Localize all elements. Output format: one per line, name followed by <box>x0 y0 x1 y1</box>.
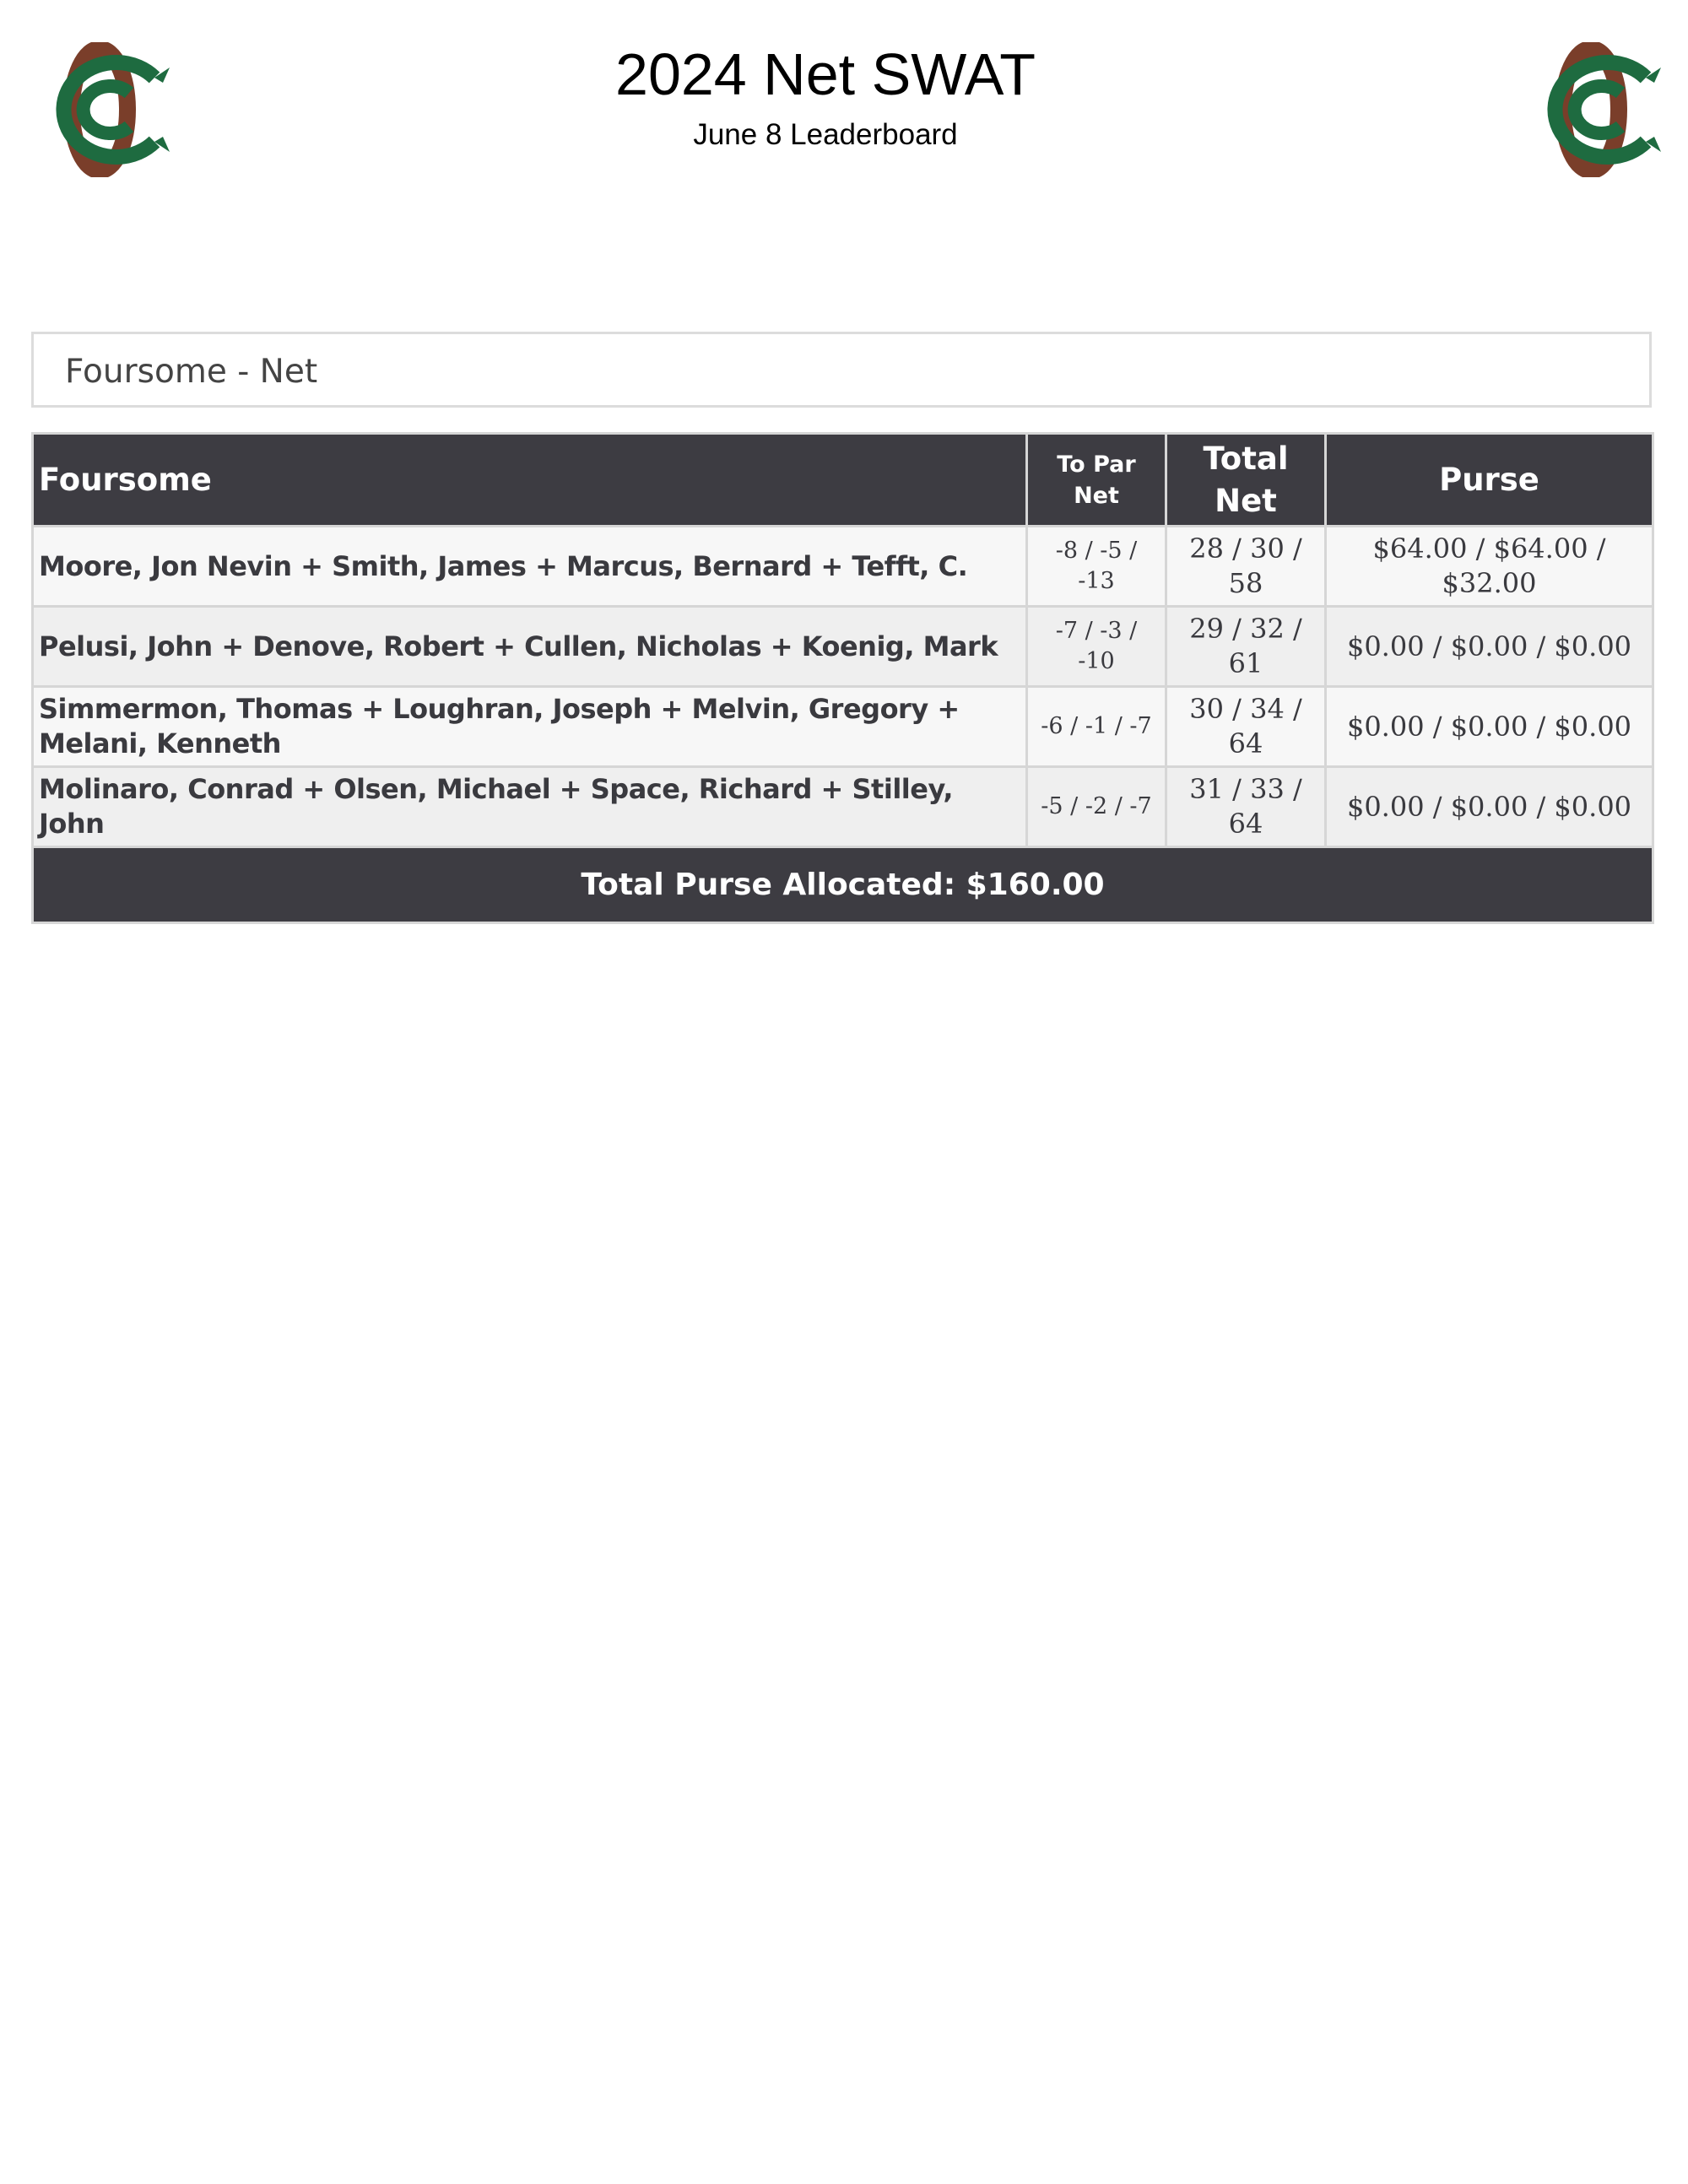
column-header-total-net <box>1166 434 1326 527</box>
to-par-header-line2: Net <box>1074 482 1119 509</box>
table-header-row <box>33 434 1653 527</box>
column-header-to-par-net <box>1027 434 1166 527</box>
column-header-purse: Purse <box>1326 434 1653 527</box>
purse: $64.00 / $64.00 / $32.00 <box>1326 527 1653 607</box>
to-par-net: -5 / -2 / -7 <box>1027 767 1166 847</box>
to-par-header-line1: To Par <box>1057 451 1136 478</box>
table-row <box>33 527 1653 607</box>
to-par-net: -8 / -5 / -13 <box>1027 527 1166 607</box>
total-net: 30 / 34 / 64 <box>1166 687 1326 767</box>
purse: $0.00 / $0.00 / $0.00 <box>1326 687 1653 767</box>
page-subtitle: June 8 Leaderboard <box>693 118 958 151</box>
purse: $0.00 / $0.00 / $0.00 <box>1326 607 1653 687</box>
total-header-line2: Net <box>1215 482 1277 519</box>
page-title: 2024 Net SWAT <box>615 41 1036 107</box>
to-par-net: -7 / -3 / -10 <box>1027 607 1166 687</box>
total-header-line1: Total <box>1203 440 1289 477</box>
total-purse-allocated: Total Purse Allocated: $160.00 <box>33 847 1653 923</box>
foursome-names: Pelusi, John + Denove, Robert + Cullen, Nicholas + Koenig, Mark <box>33 607 1027 687</box>
leaderboard-table <box>31 432 1654 924</box>
table-footer-row <box>33 847 1653 923</box>
foursome-names: Molinaro, Conrad + Olsen, Michael + Space, Richard + Stilley, John <box>33 767 1027 847</box>
column-header-foursome: Foursome <box>33 434 1027 527</box>
table-row <box>33 607 1653 687</box>
section-title: Foursome - Net <box>65 353 318 391</box>
foursome-names: Simmermon, Thomas + Loughran, Joseph + Melvin, Gregory + Melani, Kenneth <box>33 687 1027 767</box>
total-net: 29 / 32 / 61 <box>1166 607 1326 687</box>
to-par-net: -6 / -1 / -7 <box>1027 687 1166 767</box>
total-net: 28 / 30 / 58 <box>1166 527 1326 607</box>
foursome-names: Moore, Jon Nevin + Smith, James + Marcus, Bernard + Tefft, C. <box>33 527 1027 607</box>
section-header <box>31 332 1652 408</box>
title-block <box>0 35 1651 157</box>
table-row <box>33 687 1653 767</box>
purse: $0.00 / $0.00 / $0.00 <box>1326 767 1653 847</box>
total-net: 31 / 33 / 64 <box>1166 767 1326 847</box>
table-row <box>33 767 1653 847</box>
